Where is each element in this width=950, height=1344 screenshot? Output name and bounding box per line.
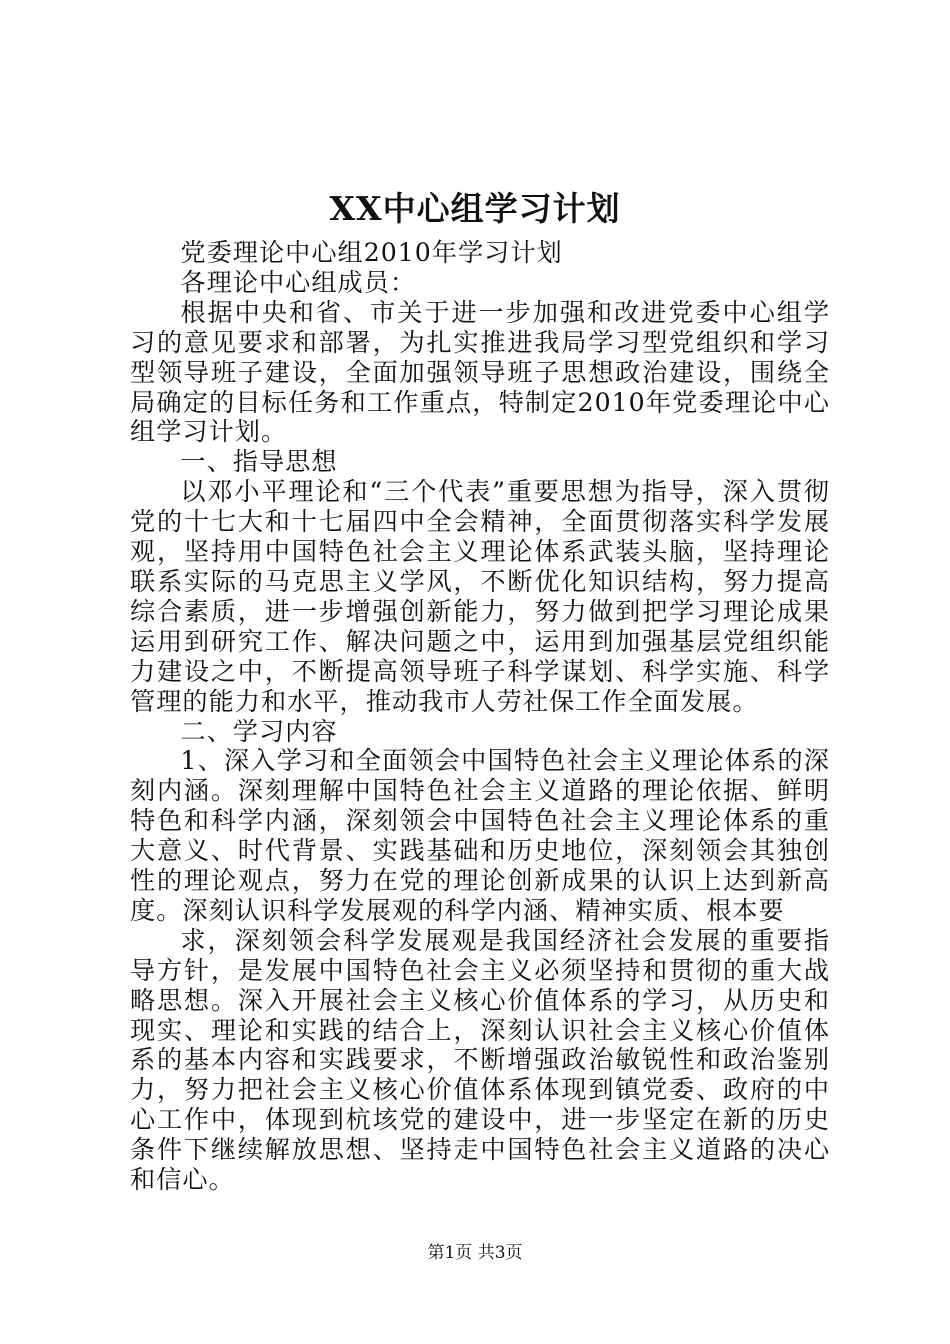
salutation-line: 各理论中心组成员： [180, 267, 417, 297]
intro-paragraph: 根据中央和省、市关于进一步加强和改进党委中心组学习的意见要求和部署，为扎实推进我局学习型党组织和学习型领导班子建设，全面加强领导班子思想政治建设，围绕全局确定的目标任务和工作重点，特制定2010年党委理论中心组学习计划。 [130, 297, 830, 447]
page-number-footer: 第1页 共3页 [427, 1243, 523, 1263]
study-content-item-1: 1、深入学习和全面领会中国特色社会主义理论体系的深刻内涵。深刻理解中国特色社会主义道路的理论依据、鲜明特色和科学内涵，深刻领会中国特色社会主义理论体系的重大意义、时代背景、实践基础和历史地位，深刻领会其独创性的理论观点，努力在党的理论创新成果的认识上达到新高度。深刻认识科学发展观的科学内涵、精神实质、根本要 [130, 746, 830, 925]
plan-heading-line: 党委理论中心组2010年学习计划 [180, 238, 563, 267]
document-title: XX中心组学习计划 [329, 189, 621, 228]
section-heading-guiding-thought: 一、指导思想 [180, 447, 338, 477]
document-body [130, 238, 830, 1195]
study-content-continuation: 求，深刻领会科学发展观是我国经济社会发展的重要指导方针，是发展中国特色社会主义必须坚持和贯彻的重大战略思想。深入开展社会主义核心价值体系的学习，从历史和现实、理论和实践的结合上，深刻认识社会主义核心价值体系的基本内容和实践要求，不断增强政治敏锐性和政治鉴别力，努力把社会主义核心价值体系体现到镇党委、政府的中心工作中，体现到杭垓党的建设中，进一步坚定在新的历史条件下继续解放思想、坚持走中国特色社会主义道路的决心和信心。 [130, 925, 830, 1195]
section-heading-study-content: 二、学习内容 [180, 716, 338, 746]
guiding-thought-paragraph: 以邓小平理论和“三个代表”重要思想为指导，深入贯彻党的十七大和十七届四中全会精神，全面贯彻落实科学发展观，坚持用中国特色社会主义理论体系武装头脑，坚持理论联系实际的马克思主义学风，不断优化知识结构，努力提高综合素质，进一步增强创新能力，努力做到把学习理论成果运用到研究工作、解决问题之中，运用到加强基层党组织能力建设之中，不断提高领导班子科学谋划、科学实施、科学管理的能力和水平，推动我市人劳社保工作全面发展。 [130, 477, 830, 716]
